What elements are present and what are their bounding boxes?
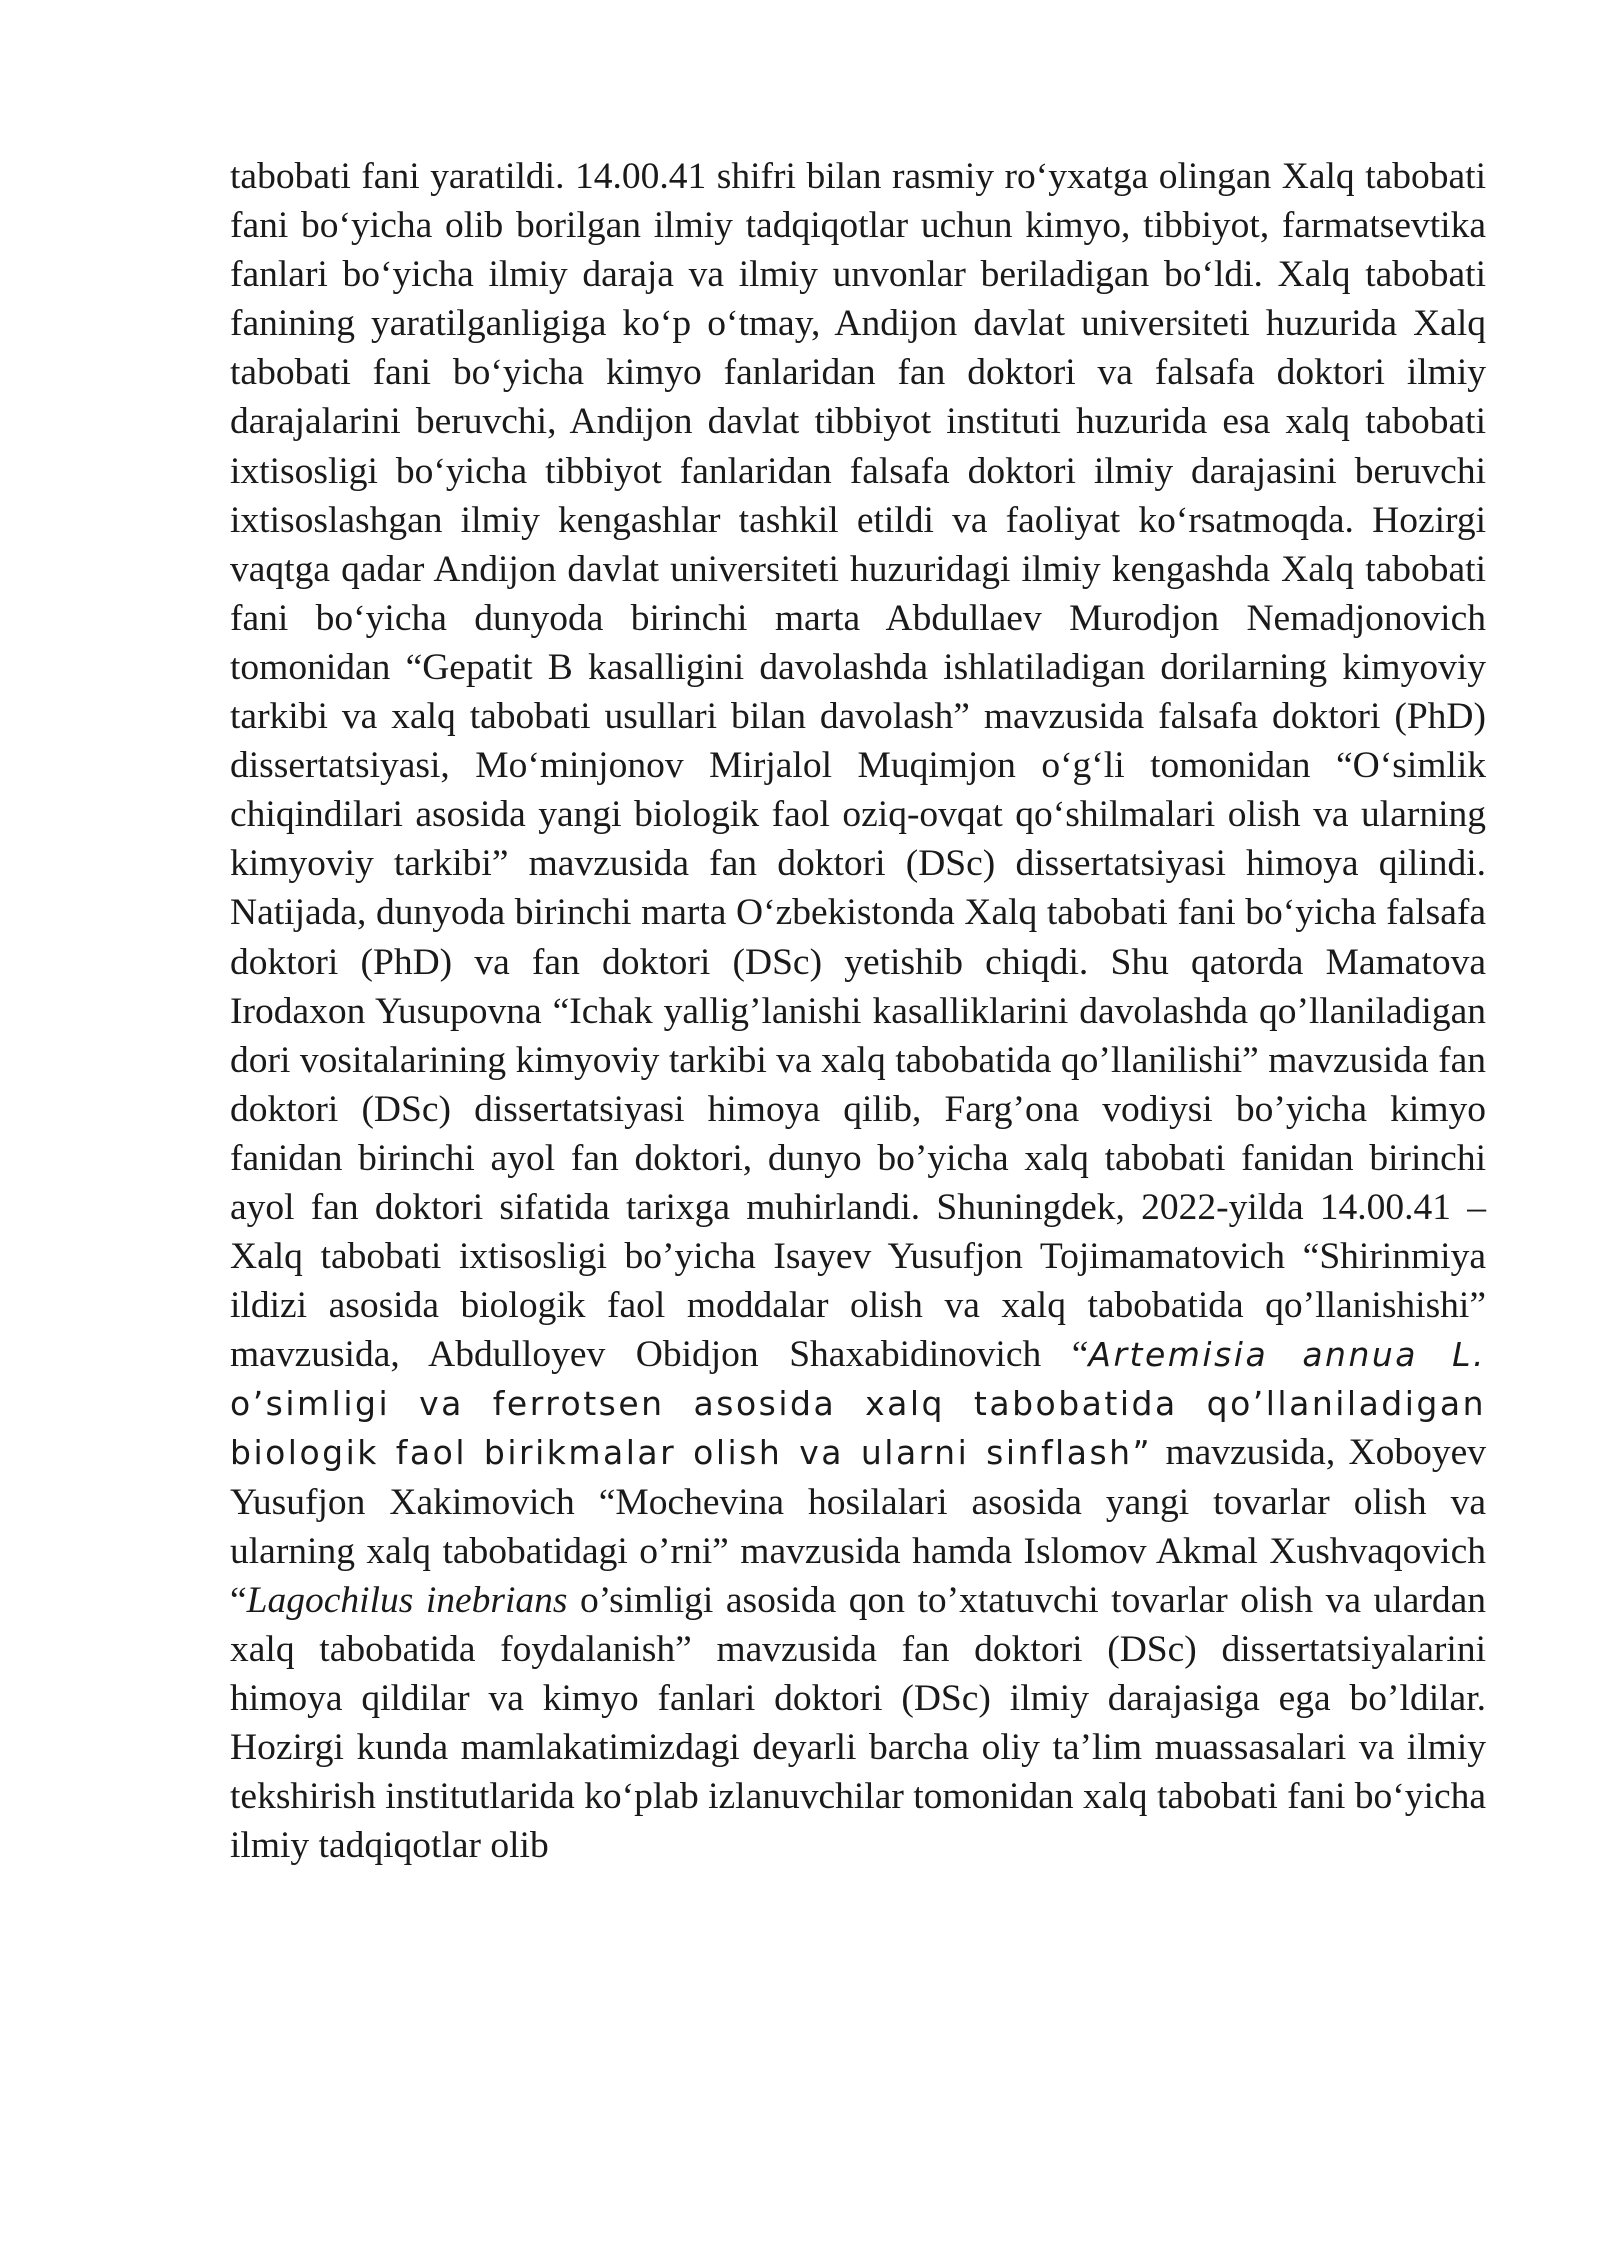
paragraph-text-part-4: o’simligi asosida qon to’xtatuvchi tovarlar olish va ulardan xalq tabobatida foydalanish” mavzusida fan doktori (DSc) dissertatsiyalarini himoya qildilar va kimyo fanlari doktori (DSc) ilmiy darajasiga ega bo’ldilar. Hozirgi kunda mamlakatimizdagi deyarli barcha oliy ta’lim muassasalari va ilmiy tekshirish institutlarida ko‘plab izlanuvchilar tomonidan xalq tabobati fani bo‘yicha ilmiy tadqiqotlar olib — [230, 1579, 1486, 1867]
body-paragraph — [230, 152, 1486, 1870]
species-name-artemisia: Artemisia annua L. — [1088, 1335, 1487, 1375]
paragraph-text-part-1: tabobati fani yaratildi. 14.00.41 shifri bilan rasmiy ro‘yxatga olingan Xalq tabobati fani bo‘yicha olib borilgan ilmiy tadqiqotlar uchun kimyo, tibbiyot, farmatsevtika fanlari bo‘yicha ilmiy daraja va ilmiy unvonlar beriladigan bo‘ldi. Xalq tabobati fanining yaratilganligiga ko‘p o‘tmay, Andijon davlat universiteti huzurida Xalq tabobati fani bo‘yicha kimyo fanlaridan fan doktori va falsafa doktori ilmiy darajalarini beruvchi, Andijon davlat tibbiyot instituti huzurida esa xalq tabobati ixtisosligi bo‘yicha tibbiyot fanlaridan falsafa doktori ilmiy darajasini beruvchi ixtisoslashgan ilmiy kengashlar tashkil etildi va faoliyat ko‘rsatmoqda. Hozirgi vaqtga qadar Andijon davlat universiteti huzuridagi ilmiy kengashda Xalq tabobati fani bo‘yicha dunyoda birinchi marta Abdullaev Murodjon Nemadjonovich tomonidan “Gepatit B kasalligini davolashda ishlatiladigan dorilarning kimyoviy tarkibi va xalq tabobati usullari bilan davolash” mavzusida falsafa doktori (PhD) dissertatsiyasi, Mo‘minjonov Mirjalol Muqimjon o‘g‘li tomonidan “O‘simlik chiqindilari asosida yangi biologik faol oziq-ovqat qo‘shilmalari olish va ularning kimyoviy tarkibi” mavzusida fan doktori (DSc) dissertatsiyasi himoya qilindi. Natijada, dunyoda birinchi marta O‘zbekistonda Xalq tabobati fani bo‘yicha falsafa doktori (PhD) va fan doktori (DSc) yetishib chiqdi. Shu qatorda Mamatova Irodaxon Yusupovna “Ichak yallig’lanishi kasalliklarini davolashda qo’llaniladigan dori vositalarining kimyoviy tarkibi va xalq tabobatida qo’llanilishi” mavzusida fan doktori (DSc) dissertatsiyasi himoya qilib, Farg’ona vodiysi bo’yicha kimyo fanidan birinchi ayol fan doktori, dunyo bo’yicha xalq tabobati fanidan birinchi ayol fan doktori sifatida tarixga muhirlandi. Shuningdek, 2022-yilda 14.00.41 – Xalq tabobati ixtisosligi bo’yicha Isayev Yusufjon Tojimamatovich “Shirinmiya ildizi asosida biologik faol moddalar olish va xalq tabobatida qo’llanishishi” mavzusida, Abdulloyev Obidjon Shaxabidinovich “ — [230, 156, 1486, 1376]
paragraph-text-part-3: mavzusida, Xoboyev Yusufjon Xakimovich “Mochevina hosilalari asosida yangi tovarlar olish va ularning xalq tabobatidagi o’rni” mavzusida hamda Islomov Akmal Xushvaqovich “ — [230, 1432, 1486, 1621]
paragraph-text-part-2-spaced: o’simligi va ferrotsen asosida xalq tabobatida qo’llaniladigan biologik faol birikmalar olish va ularni sinflash” — [230, 1384, 1486, 1473]
species-name-lagochilus: Lagochilus inebrians — [246, 1579, 568, 1621]
